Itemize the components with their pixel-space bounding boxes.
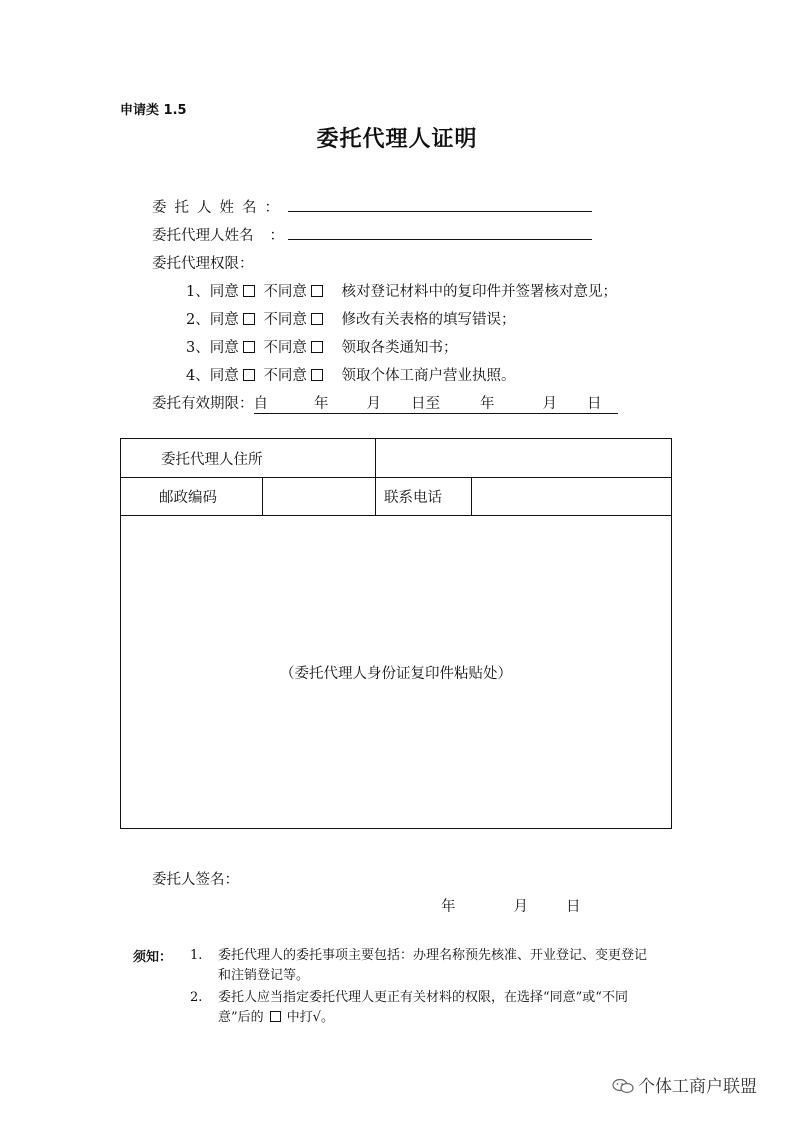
notice-label: 须知： <box>133 950 173 965</box>
notice-item-2 <box>218 988 628 1028</box>
authority-item <box>186 280 617 301</box>
validity-year: 年 <box>480 396 495 412</box>
postcode-value-cell[interactable] <box>263 478 376 516</box>
agree-checkbox[interactable] <box>243 313 255 325</box>
phone-value-cell[interactable] <box>472 478 672 516</box>
authority-item <box>186 336 457 357</box>
notice-text: 意”后的 <box>218 1010 264 1025</box>
notice-text: 中打√。 <box>286 1010 334 1025</box>
authority-item <box>186 364 515 385</box>
principal-name-label: 委托人姓名 <box>152 200 265 216</box>
agree-checkbox[interactable] <box>243 285 255 297</box>
agree-label: 同意 <box>209 340 239 356</box>
page-title: 委托代理人证明 <box>316 127 478 152</box>
item-description: 领取个体工商户营业执照。 <box>341 368 516 384</box>
signature-date <box>441 895 581 916</box>
checkbox-icon <box>270 1011 281 1022</box>
form-code: 申请类 1.5 <box>120 103 187 118</box>
item-description: 修改有关表格的填写错误； <box>341 312 516 328</box>
wechat-icon <box>612 1078 634 1094</box>
agree-label: 同意 <box>209 284 239 300</box>
agent-name-field[interactable] <box>288 225 592 240</box>
agree-label: 同意 <box>209 368 239 384</box>
notice-item-number: 2. <box>190 990 203 1005</box>
phone-label: 联系电话 <box>384 490 442 506</box>
agent-info-table <box>120 438 672 829</box>
validity-month: 月 <box>366 396 381 412</box>
signature-month: 月 <box>513 899 528 915</box>
authority-item <box>186 308 515 329</box>
signature-label: 委托人签名： <box>152 872 239 888</box>
notice-item-1 <box>218 946 647 986</box>
item-number: 1、 <box>186 284 210 300</box>
disagree-checkbox[interactable] <box>311 341 323 353</box>
address-label-cell <box>121 439 376 478</box>
authority-label: 委托代理权限： <box>152 256 254 272</box>
disagree-checkbox[interactable] <box>311 369 323 381</box>
agree-checkbox[interactable] <box>243 341 255 353</box>
item-number: 2、 <box>186 312 210 328</box>
notice-item-number: 1. <box>190 948 203 963</box>
validity-day: 日 <box>587 396 602 412</box>
validity-from: 自 <box>253 396 268 412</box>
disagree-label: 不同意 <box>263 368 307 384</box>
disagree-label: 不同意 <box>263 284 307 300</box>
agent-name-row <box>152 224 284 245</box>
address-value-cell[interactable] <box>376 439 672 478</box>
postcode-label: 邮政编码 <box>159 490 217 506</box>
agent-name-label: 委托代理人姓名 <box>152 228 254 244</box>
principal-name-row <box>152 196 279 217</box>
agent-name-colon: ： <box>269 228 284 244</box>
signature-day: 日 <box>566 899 581 915</box>
agree-label: 同意 <box>209 312 239 328</box>
item-number: 4、 <box>186 368 210 384</box>
disagree-checkbox[interactable] <box>311 285 323 297</box>
validity-row <box>152 392 618 414</box>
validity-label: 委托有效期限： <box>152 396 254 412</box>
disagree-checkbox[interactable] <box>311 313 323 325</box>
item-description: 核对登记材料中的复印件并签署核对意见； <box>341 284 617 300</box>
principal-name-colon: ： <box>264 200 279 216</box>
disagree-label: 不同意 <box>263 340 307 356</box>
agree-checkbox[interactable] <box>243 369 255 381</box>
signature-year: 年 <box>441 899 456 915</box>
notice-text: 和注销登记等。 <box>218 968 310 983</box>
validity-month: 月 <box>542 396 557 412</box>
address-label: 委托代理人住所 <box>161 451 263 468</box>
notice-text: 委托人应当指定委托代理人更正有关材料的权限，在选择“同意”或“不同 <box>218 990 628 1005</box>
watermark <box>612 1072 757 1097</box>
principal-name-field[interactable] <box>288 197 592 212</box>
postcode-label-cell <box>121 478 263 516</box>
validity-field[interactable] <box>254 392 618 414</box>
item-number: 3、 <box>186 340 210 356</box>
phone-label-cell <box>376 478 472 516</box>
id-copy-paste-area <box>121 516 672 829</box>
notice-text: 委托代理人的委托事项主要包括：办理名称预先核准、开业登记、变更登记 <box>218 948 648 963</box>
validity-year: 年 <box>314 396 329 412</box>
validity-day-to: 日至 <box>411 396 440 412</box>
disagree-label: 不同意 <box>263 312 307 328</box>
item-description: 领取各类通知书； <box>341 340 458 356</box>
paste-area-text: （委托代理人身份证复印件粘贴处） <box>280 665 512 682</box>
watermark-text: 个体工商户联盟 <box>638 1077 757 1097</box>
